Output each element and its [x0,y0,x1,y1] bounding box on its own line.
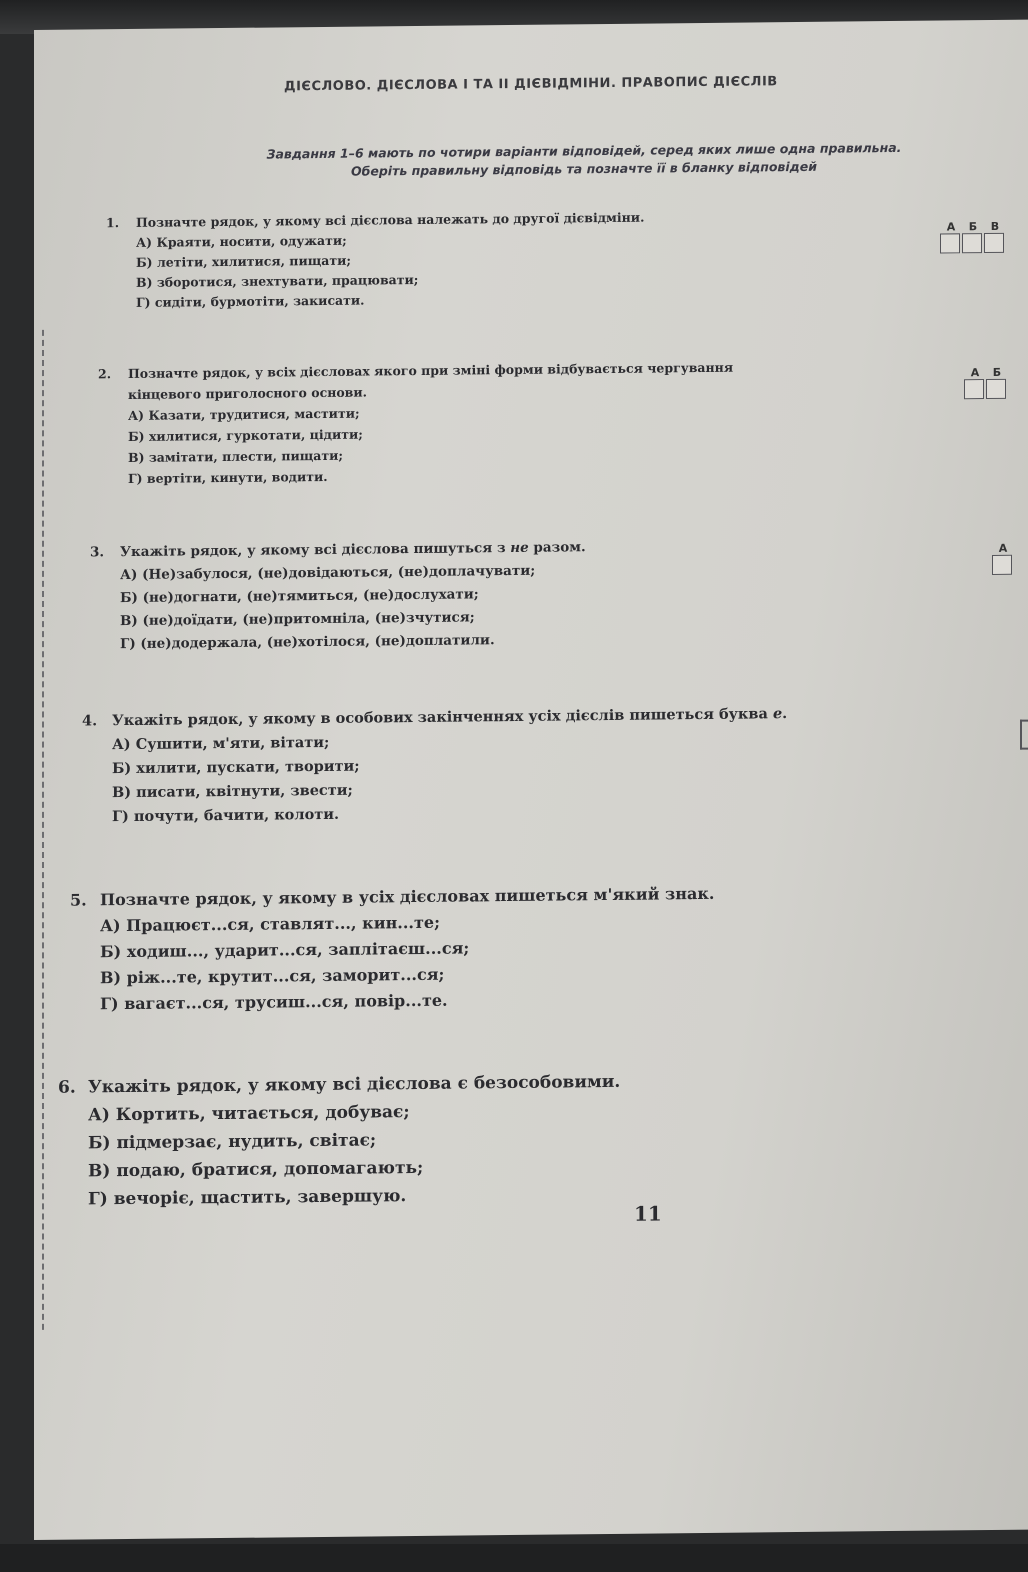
answer-checkbox[interactable] [964,379,984,399]
option-v: В) замітати, плести, пищати; [128,447,344,466]
question-text-end: разом. [528,539,586,556]
option-g: Г) вагаєт...ся, трусиш...ся, повір...те. [100,990,448,1014]
page-number: 11 [634,1201,662,1226]
answer-checkbox[interactable] [984,233,1004,253]
dashed-cut-line [42,330,44,1330]
answer-grid-task-3 [992,542,1014,575]
task-6 [58,1068,620,1214]
instruction-line-1: Завдання 1–6 мають по чотири варіанти відповідей, серед яких лише одна правильна. [266,139,902,162]
task-4 [82,702,787,829]
task-number: 5. [70,890,87,910]
photo-bottom-edge [0,1544,1028,1572]
question-text-continued: кінцевого приголосного основи. [128,384,367,403]
task-question [58,1068,620,1102]
answer-checkbox[interactable] [986,379,1006,399]
option-v: В) писати, квітнути, звести; [112,781,353,802]
option-g: Г) вертіти, кинути, водити. [128,468,328,487]
question-text: Укажіть рядок, у якому в особових закінченнях усіх дієслів пишеться буква [112,705,773,730]
option-a: А) Сушити, м'яти, вітати; [112,733,330,754]
instruction-line-2: Оберіть правильну відповідь та позначте її в бланку відповідей [351,158,817,179]
answer-checkbox[interactable] [962,233,982,253]
task-number: 1. [106,215,120,231]
answer-checkbox[interactable] [992,555,1012,575]
option-v: В) подаю, братися, допомагають; [88,1157,424,1182]
task-3 [90,536,586,656]
grid-letter: В [990,219,1000,233]
grid-letter: А [998,541,1008,555]
task-1 [106,208,644,314]
option-b: Б) ходиш..., ударит...ся, заплітаєш...ся; [100,938,470,962]
question-text: Позначте рядок, у всіх дієсловах якого при зміні форми відбувається чергування [128,359,734,382]
task-number: 3. [90,544,105,561]
answer-checkbox[interactable] [940,233,960,253]
question-text: Позначте рядок, у якому в усіх дієсловах пишеться м'який знак. [100,883,715,910]
option-b: Б) (не)догнати, (не)тямиться, (не)дослухати; [120,586,479,607]
task-number: 2. [98,366,112,382]
answer-grid-task-1 [940,220,1006,254]
question-emphasis: е [772,705,783,723]
question-text: Укажіть рядок, у якому всі дієслова пишуться з [120,540,511,561]
instructions [174,138,994,183]
task-2 [98,357,733,490]
worksheet-page [34,20,1028,1540]
option-v: В) (не)доїдати, (не)притомніла, (не)зчутися; [120,609,475,630]
option-v: В) зборотися, знехтувати, працювати; [136,271,419,290]
option-b: Б) підмерзає, нудить, світає; [88,1130,377,1154]
option-a: А) Працюєт...ся, ставлят..., кин...те; [100,912,440,936]
option-b: Б) летіти, хилитися, пищати; [136,252,351,270]
question-text: Укажіть рядок, у якому всі дієслова є безособовими. [88,1071,621,1098]
answer-box-edge [1020,720,1028,750]
grid-letter: А [970,366,980,380]
option-a: А) Кортить, читається, добуває; [88,1102,410,1126]
question-emphasis: не [510,539,529,557]
grid-letter: Б [968,220,978,234]
option-a: А) (Не)забулося, (не)довідаються, (не)доплачувати; [120,562,536,584]
option-a: А) Казати, трудитися, мастити; [128,405,360,424]
option-a: А) Краяти, носити, одужати; [136,232,347,250]
task-5 [70,881,714,1018]
question-text: Позначте рядок, у якому всі дієслова належать до другої дієвідміни. [136,209,645,230]
option-g: Г) вечоріє, щастить, завершую. [88,1186,407,1210]
option-v: В) ріж...те, крутит...ся, заморит...ся; [100,964,445,988]
option-b: Б) хилити, пускати, творити; [112,757,360,778]
option-g: Г) почути, бачити, колоти. [112,805,340,826]
option-b: Б) хилитися, гуркотати, цідити; [128,426,363,445]
page-title: ДІЄСЛОВО. ДІЄСЛОВА І ТА ІІ ДІЄВІДМІНИ. ПРАВОПИС ДІЄСЛІВ [284,74,778,95]
option-g: Г) (не)додержала, (не)хотілося, (не)доплатили. [120,632,495,653]
grid-letter: А [946,220,956,234]
question-text-end: . [782,705,788,723]
option-g: Г) сидіти, бурмотіти, закисати. [136,292,365,310]
grid-letter: Б [992,365,1002,379]
task-number: 4. [82,712,98,730]
task-number: 6. [58,1077,76,1098]
answer-grid-task-2 [964,366,1008,399]
